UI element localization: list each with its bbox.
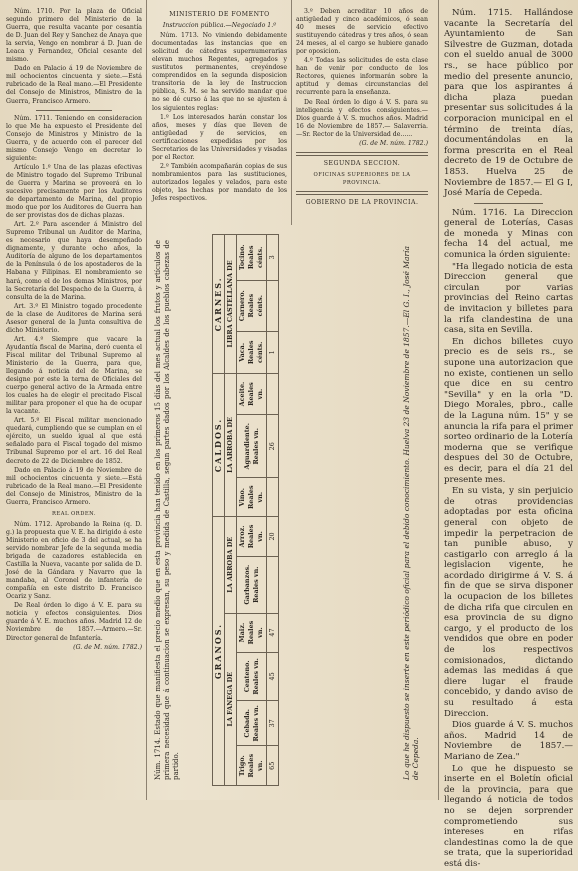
government-heading: GOBIERNO DE LA PROVINCIA. (305, 198, 419, 206)
column-header: Tocino. Reales cénts. (237, 235, 267, 281)
column-header: Aceite. Reales vn. (237, 373, 267, 414)
notice-1716-tickets: En dichos billetes cuyo precio es de seis rs., se supone una autorizacion que no existe, contienen un sello que dice en su centro "Sevilla" y en la orla "D. Diego Morales, pbro., calle de la Laguna núm. 15" y se anuncia la rifa para el primer sorteo ordinario de la Lotería moderna que se verifique despues del 30 de Octubre, es decir, para el día 21 del presente mes. (444, 336, 573, 485)
table-cell: 3 (267, 235, 279, 281)
column-header: Arroz. Reales vn. (237, 517, 267, 557)
table-row (267, 235, 279, 786)
table-cell: 37 (267, 701, 279, 746)
rule-3: 3.º Deben acreditar 10 años de antigüedad y cinco académicos, ó sean 40 meses de servicio efectivo sustituyendo cátedras y tres años, ó sean 24 meses, al el cargo se hubiere ganado por oposicion. (296, 8, 428, 56)
article-1: Artículo 1.º Una de las plazas efectivas de Ministro togado del Supremo Tribunal de Guerra y Marina se proveerá en lo sucesivo precisamente por los Auditores de departamento de Marina, del propio modo que por los Auditores de Guerra han de ser provistas dos de dichas plazas. (6, 163, 142, 220)
notice-1716-signature: Dios guarde á V. S. muchos años. Madrid 14 de Noviembre de 1857.—Mariano de Zea." (444, 720, 573, 762)
column-header: Vino. Reales vn. (237, 478, 267, 517)
table-cell: 65 (267, 746, 279, 786)
price-table (212, 234, 279, 786)
group-header: CALDOS. (213, 373, 225, 516)
article-2: Art. 2.º Para ascender á Ministro del Supremo Tribunal un Auditor de Marina, es necesario que haya desempeñado dignamente, y durante ocho años, la Auditoría de alguno de los departamentos de la Península ó de los apostaderos de la Habana y Filipinas. El nombramiento se hará, como el de los demas Ministros, por la Secretaría del Despacho de la Guerra, á consulta de la de Marina. (6, 221, 142, 301)
column-header: Maiz. Reales vn. (237, 613, 267, 652)
group-header: GRANOS. (213, 517, 225, 786)
gazette-reference: (G. de M. núm. 1782.) (73, 643, 142, 651)
notice-1716-closing: Lo que he dispuesto se inserte en el Boletín oficial de la provincia, para que llegando á noticia de todos no se dejen sorprender comprometiendo sus intereses en rifas clandestinas como la de que se trata, que la superioridad está dis- (444, 763, 573, 869)
table-cell (267, 373, 279, 414)
double-rule (296, 152, 428, 156)
notice-1716-order: En su vista, y sin perjuicio de otras providencias adoptadas por esta oficina general con objeto de impedir la perpetracion de tan punible abuso, y castigarlo con arreglo á la legislacion vigente, he acordado dirigirme á V. S. á fin de que se sirva disponer la ocupacion de los billetes de dicha rifa que circulen en esa provincia de su digno cargo, y el producto de los vendidos que obre en poder de los respectivos comisionados, dictando ademas las medidas á que diere lugar el fraude concebido, y dando aviso de su resultado á esta Direccion. (444, 486, 573, 719)
subgroup-header: LA ARROBA DE (225, 373, 237, 516)
column-header: Vaca. Reales cénts. (237, 331, 267, 373)
column-header: Centeno. Reales vn. (237, 652, 267, 701)
double-rule (296, 191, 428, 195)
column-header: Carnero. Reales cénts. (237, 280, 267, 331)
table-footer: Lo que he dispuesto se inserte en este periódico oficial para el debido conocimiento. Huelva 23 de Noviembre de 1857.—El G. I., José María de Cepeda. (402, 246, 420, 780)
decree-1711-signature: Dado en Palacio á 19 de Noviembre de mil ochocientos cincuenta y siete.—Está rubricado de la Real mano.—El Presidente del Consejo de Ministros, Ministro de la Guerra, Francisco Armero. (6, 466, 142, 506)
rule-2: 2.º También acompañarán copias de sus nombramientos para las sustituciones, autorizados legales y velados, para este objeto, las hechas por mandato de los Jefes respectivos. (152, 162, 287, 203)
ministry-heading: MINISTERIO DE FOMENTO (169, 11, 270, 18)
rule-4: 4.º Todas las solicitudes de esta clase han de venir por conducto de los Rectores, quienes informarán sobre la aptitud y demas circunstancias del recurrente para la enseñanza. (296, 57, 428, 97)
table-cell (267, 280, 279, 331)
order-1713: Núm. 1713. No viniendo debidamente documentadas las instancias que en solicitud de cátedras supernumerarias elevan muchos Regentes, agregados y sustitutos permanentes, creyéndose comprendidos en la segunda disposicion transitoria de la ley de Instruccion pública, S. M. se ha servido mandar que no se dé curso á las que no se ajusten á los siguientes reglas: (152, 32, 287, 112)
column-header: Garbanzos. Reales vn. (237, 556, 267, 613)
decree-1710-signature: Dado en Palacio á 19 de Noviembre de mil ochocientos cincuenta y siete.—Está rubricado de la Real mano.—El Presidente del Consejo de Ministros, Ministro de la Guerra, Francisco Armero. (6, 65, 142, 105)
section-subheading: Instruccion pública.—Negociado 1.º (162, 22, 277, 30)
decree-1711: Núm. 1711. Teniendo en consideracion lo que Me ha expuesto el Presidente del Consejo de Ministros y Ministro de la Guerra, y de acuerdo con el parecer del mismo Consejo Vengo en decretar lo siguiente: (6, 114, 142, 162)
table-cell: 47 (267, 613, 279, 652)
column-2 (152, 8, 287, 204)
column-header: Trigo. Reales vn. (237, 746, 267, 786)
table-cell (267, 556, 279, 613)
column-header: Cebada. Reales vn. (237, 701, 267, 746)
section-heading: REAL ORDEN. (52, 510, 96, 517)
divider (474, 203, 543, 204)
article-4: Art. 4.º Siempre que vacare la Ayudantía fiscal de Marina, deró cuenta el Fiscal militar del Tribunal Supremo al Ministerio de la Guerra, para que, llegando á noticia del de Marina, se designe por este la terna de Oficiales del cuerpo general activo de la Armada entre los cuales ha de elegir el precitado Fiscal militar para proponer el que ha de ocupar la vacante. (6, 335, 142, 416)
divider (36, 110, 112, 111)
column-4 (444, 8, 573, 871)
subsection-heading: OFICINAS SUPERIORES DE LA PROVINCIA. (313, 171, 411, 186)
price-table-block (152, 230, 440, 790)
notice-1716-quote: "Ha llegado noticia de esta Direccion general que circulan por varias provincias del Reino cartas de invitacion y billetes para la rifa clandestina de una casa, sita en Sevilla. (444, 261, 573, 336)
decree-1710: Núm. 1710. Por la plaza de Oficial segundo primero del Ministerio de la Guerra, que resulta vacante por cesantía de D. Juan del Rey y Sanchez de Anaya que la servia, Vengo en nombrar á D. Juan de Leaca y Fernandez, Oficial cesante del mismo. (6, 8, 142, 64)
order-1713-closing: De Real órden lo digo á V. S. para su inteligencia y efectos consiguientes.— Dios guarde á V. S. muchos años. Madrid 16 de Noviembre de 1857.— Salaverria.—Sr. Rector de la Universidad de...... (296, 98, 428, 138)
order-1712: Núm. 1712. Aprobando la Reina (q. D. g.) la propuesta que V. E. ha dirigido á este Ministerio en oficio de 3 del actual, se ha servido nombrar Jefe de la segunda media brigada de cazadores establecida en Castilla la Nueva, vacante por salida de D. José de la Gándara y Navarro que la mandaba, al Coronel de infantería de compañía en este distrito D. Francisco Ocariz y Sanz. (6, 520, 142, 601)
subgroup-header: LIBRA CASTELLANA DE (225, 235, 237, 374)
subgroup-header: LA ARROBA DE (225, 517, 237, 613)
article-3: Art. 3.º El Ministro togado procedente de la clase de Auditores de Marina será Asesor general de la Junta consultiva de dicho Ministerio. (6, 302, 142, 334)
rule-1: 1.º Los interesados harán constar los años, meses y días que lleven de antigüedad y de servicios, en certificaciones expedidas por los Secretarios de las Universidades y visadas por el Rector. (152, 113, 287, 161)
column-rule (291, 0, 292, 225)
order-1712-closing: De Real órden lo digo á V. E. para su noticia y efectos consiguientes. Dios guarde á V. E. muchos años. Madrid 12 de Noviembre de 1857.—Armero.—Sr. Director general de Infantería. (6, 602, 142, 642)
group-header: CARNES. (213, 235, 225, 374)
column-1 (6, 8, 142, 653)
table-cell: 45 (267, 652, 279, 701)
section-heading: SEGUNDA SECCION. (323, 159, 401, 167)
table-caption: Núm. 1714. Estado que manifiesta el precio medio que en esta provincia han tenido en los primeros 15 días del mes actual los frutos y artículos de primera necesidad que á continuacion se expresan, su peso y medida de Castilla, segun partes dados por los Alcaldes de los pueblos cabezas de partido. (154, 240, 180, 780)
article-5: Art. 5.º El Fiscal militar mencionado quedará, cumpliendo que se cumplan en el ejército, un sueldo igual al que está señalado para el Fiscal togado del mismo Tribunal Supremo por el art. 16 del Real decreto de 22 de Diciembre de 1852. (6, 417, 142, 465)
table-cell: 26 (267, 415, 279, 478)
table-cell: 1 (267, 331, 279, 373)
table-cell (267, 478, 279, 517)
notice-1716: Núm. 1716. La Direccion general de Loterías, Casas de moneda y Minas con fecha 14 del actual, me comunica la órden siguiente: (444, 207, 573, 261)
gazette-reference: (G. de M. núm. 1782.) (359, 139, 428, 147)
notice-1715: Núm. 1715. Hallándose vacante la Secretaría del Ayuntamiento de San Silvestre de Guzman, dotada con el sueldo anual de 3000 rs., se hace público por medio del presente anuncio, para que los aspirantes á dicha plaza puedan presentar sus solicitudes á la corporacion municipal en el término de treinta días, documentándolas en la forma prescrita en el Real decreto de 19 de Octubre de 1853. Huelva 25 de Noviembre de 1857.— El G I, José María de Cepeda. (444, 8, 573, 199)
column-header: Aguardiente. Reales vn. (237, 415, 267, 478)
column-header-row (237, 235, 267, 786)
table-cell: 20 (267, 517, 279, 557)
column-rule (146, 0, 147, 800)
subgroup-header: LA FANEGA DE (225, 613, 237, 785)
column-3 (296, 8, 428, 210)
